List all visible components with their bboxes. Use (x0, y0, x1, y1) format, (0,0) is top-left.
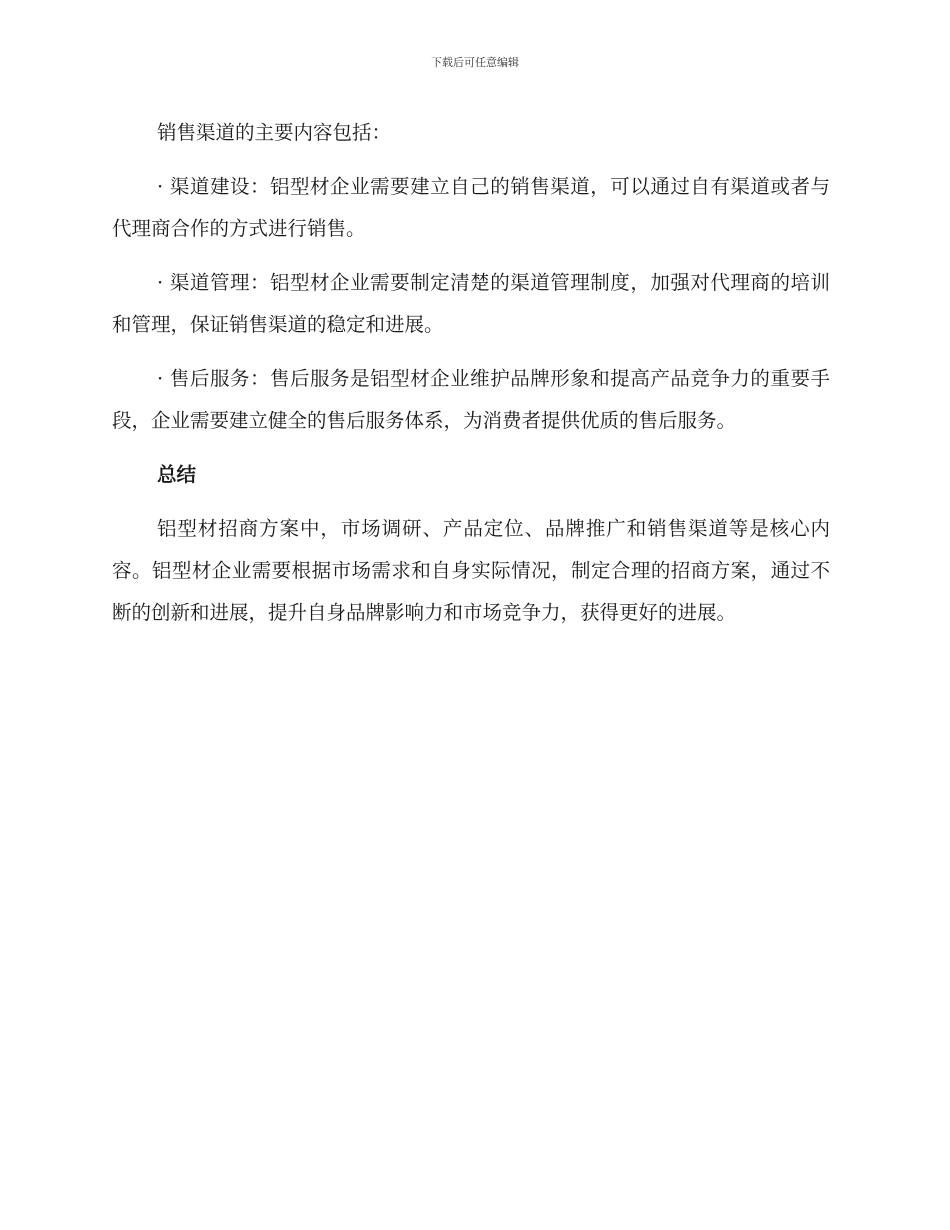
bullet-channel-management: · 渠道管理：铝型材企业需要制定清楚的渠道管理制度，加强对代理商的培训和管理，保证销售渠道的稳定和进展。 (112, 271, 830, 336)
bullet-after-sales-service: · 售后服务：售后服务是铝型材企业维护品牌形象和提高产品竞争力的重要手段，企业需要建立健全的售后服务体系，为消费者提供优质的售后服务。 (112, 367, 830, 432)
document-body (112, 112, 830, 634)
bullet-channel-construction: · 渠道建设：铝型材企业需要建立自己的销售渠道，可以通过自有渠道或者与代理商合作的方式进行销售。 (112, 175, 830, 240)
summary-paragraph: 铝型材招商方案中，市场调研、产品定位、品牌推广和销售渠道等是核心内容。铝型材企业需要根据市场需求和自身实际情况，制定合理的招商方案，通过不断的创新和进展，提升自身品牌影响力和市场竞争力，获得更好的进展。 (112, 517, 830, 624)
intro-paragraph: 销售渠道的主要内容包括： (157, 121, 392, 144)
summary-heading: 总结 (157, 463, 197, 486)
page-header: 下载后可任意编辑 (431, 56, 519, 69)
